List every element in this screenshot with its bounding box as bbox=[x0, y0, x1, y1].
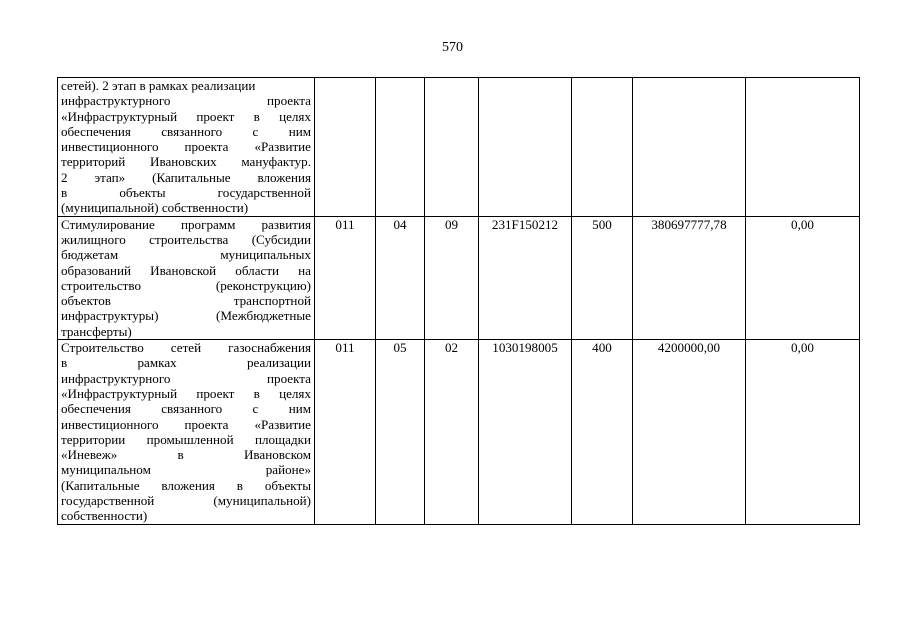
description-line: объектов транспортной bbox=[61, 293, 311, 309]
section-code: 05 bbox=[376, 340, 425, 525]
expense-type bbox=[572, 78, 633, 217]
subsection-code bbox=[425, 78, 479, 217]
description-line: (Капитальные вложения в объекты bbox=[61, 477, 311, 493]
description-line: инфраструктурного проекта bbox=[61, 93, 311, 109]
budget-table bbox=[57, 77, 860, 525]
description-line: трансферты) bbox=[61, 323, 132, 339]
description-line: муниципальном районе» bbox=[61, 462, 311, 478]
description-line: Стимулирование программ развития bbox=[61, 216, 311, 232]
description-line: обеспечения связанного с ним bbox=[61, 401, 311, 417]
description-line: (муниципальной) собственности) bbox=[61, 200, 249, 216]
target-article: 231F150212 bbox=[479, 216, 572, 339]
ministry-code: 011 bbox=[315, 216, 376, 339]
amount-2: 0,00 bbox=[746, 216, 860, 339]
page-number: 570 bbox=[442, 40, 463, 55]
expense-type: 400 bbox=[572, 340, 633, 525]
section-code bbox=[376, 78, 425, 217]
description-line: Строительство сетей газоснабжения bbox=[61, 340, 311, 356]
amount-1: 4200000,00 bbox=[633, 340, 746, 525]
description-line: собственности) bbox=[61, 508, 148, 524]
subsection-code: 09 bbox=[425, 216, 479, 339]
description-line: «Иневеж» в Ивановском bbox=[61, 447, 311, 463]
target-article: 1030198005 bbox=[479, 340, 572, 525]
subsection-code: 02 bbox=[425, 340, 479, 525]
description-line: строительство (реконструкцию) bbox=[61, 277, 311, 293]
table-row bbox=[58, 216, 860, 339]
description-line: инвестиционного проекта «Развитие bbox=[61, 416, 311, 432]
description-line: жилищного строительства (Субсидии bbox=[61, 231, 311, 247]
description-line: инвестиционного проекта «Развитие bbox=[61, 139, 311, 155]
description-line: территории промышленной площадки bbox=[61, 431, 311, 447]
ministry-code: 011 bbox=[315, 340, 376, 525]
description-line: сетей). 2 этап в рамках реализации bbox=[61, 78, 256, 93]
expense-type: 500 bbox=[572, 216, 633, 339]
description-line: в объекты государственной bbox=[61, 185, 311, 201]
table-row bbox=[58, 340, 860, 525]
amount-1: 380697777,78 bbox=[633, 216, 746, 339]
description-line: в рамках реализации bbox=[61, 355, 311, 371]
row-description bbox=[58, 340, 315, 525]
description-line: образований Ивановской области на bbox=[61, 262, 311, 278]
row-description bbox=[58, 78, 315, 217]
description-line: обеспечения связанного с ним bbox=[61, 123, 311, 139]
description-line: «Инфраструктурный проект в целях bbox=[61, 108, 311, 124]
description-line: территорий Ивановских мануфактур. bbox=[61, 154, 311, 170]
description-line: «Инфраструктурный проект в целях bbox=[61, 385, 311, 401]
row-description bbox=[58, 216, 315, 339]
description-line: инфраструктурного проекта bbox=[61, 370, 311, 386]
table-row bbox=[58, 78, 860, 217]
section-code: 04 bbox=[376, 216, 425, 339]
description-line: инфраструктуры) (Межбюджетные bbox=[61, 308, 311, 324]
description-line: бюджетам муниципальных bbox=[61, 247, 311, 263]
description-line: государственной (муниципальной) bbox=[61, 493, 311, 509]
description-line: 2 этап» (Капитальные вложения bbox=[61, 169, 311, 185]
target-article bbox=[479, 78, 572, 217]
amount-2 bbox=[746, 78, 860, 217]
amount-2: 0,00 bbox=[746, 340, 860, 525]
ministry-code bbox=[315, 78, 376, 217]
amount-1 bbox=[633, 78, 746, 217]
